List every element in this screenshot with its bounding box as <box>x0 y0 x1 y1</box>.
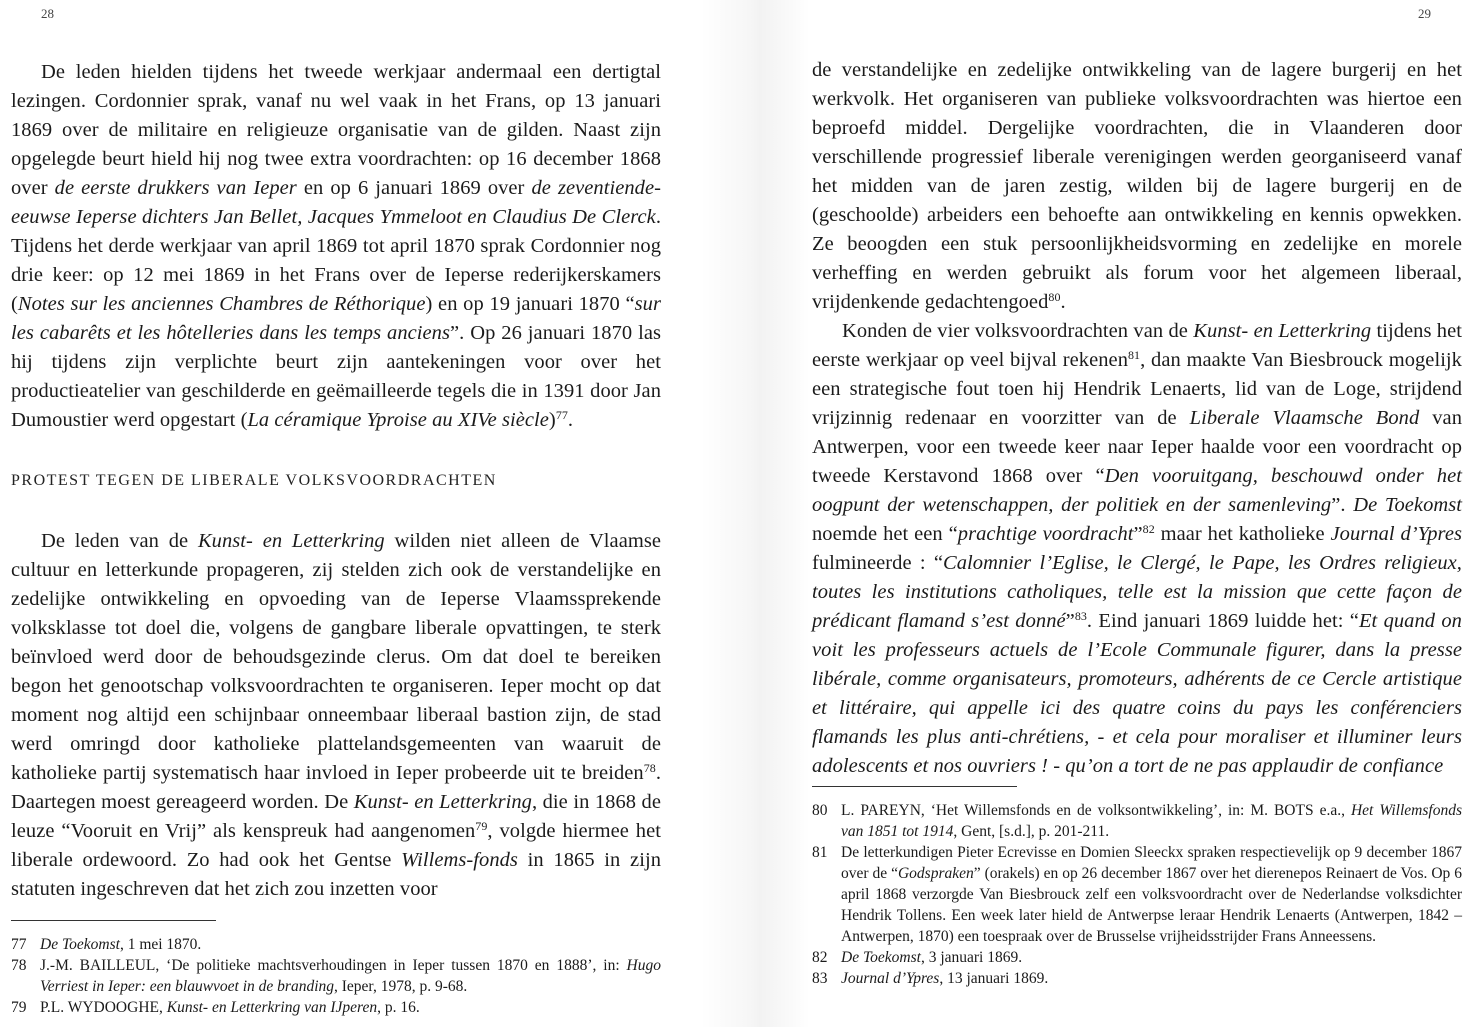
footnote <box>812 947 1462 968</box>
footnote-text: J.-M. BAILLEUL, ‘De politieke machtsverhoudingen in Ieper tussen 1870 en 1888’, in: Hugo Verriest in Ieper: een blauwvoet in de branding, Ieper, 1978, p. 9-68. <box>40 957 661 995</box>
footnote-text: De letterkundigen Pieter Ecrevisse en Domien Sleeckx spraken respectievelijk op 9 december 1867 over de “Godspraken” (orakels) en op 26 december 1867 over het dierenepos Reinaert de Vos. Op 6 april 1868 verzorgde Van Biesbrouck zelf een volksvoordracht over de Nederlandse volksdichter Hendrik Tollens. Een week later hield de Antwerpse leraar Hendrik Lenaerts (Antwerpen, 1842 – Antwerpen, 1870) een toespraak over de Brusselse vrijheidsstrijder Frans Anneessens. <box>841 844 1462 945</box>
paragraph-text: de verstandelijke en zedelijke ontwikkeling van de lagere burgerij en het werkvolk. Het organiseren van publieke volksvoordrachten was hiertoe een beproefd middel. Dergelijke voordrachten, die in Vlaanderen door verschillende progressief liberale verenigingen werden georganiseerd vanaf het midden van de jaren zestig, wilden bij de lagere burgerij en de (geschoolde) arbeiders een behoefte aan ontwikkeling en kennis opwekken. Ze beoogden een stuk persoonlijkheidsvorming en zedelijke en morele verheffing en werden gebruikt als forum voor het algemeen liberaal, vrijdenkende gedachtengoed$^{80}$. <box>812 59 1462 313</box>
footnote-text: L. PAREYN, ‘Het Willemsfonds en de volksontwikkeling’, in: M. BOTS e.a., Het Willemsfonds van 1851 tot 1914, Gent, [s.d.], p. 201-211. <box>841 802 1462 840</box>
footnote-number: 81 <box>812 844 828 861</box>
paragraph-text: De leden hielden tijdens het tweede werkjaar andermaal een dertigtal lezingen. Cordonnier sprak, vanaf nu wel vaak in het Frans, op 13 januari 1869 over de militaire en religieuze organisatie van de gilden. Naast zijn opgelegde beurt hield hij nog twee extra voordrachten: op 16 december 1868 over de eerste drukkers van Ieper en op 6 januari 1869 over de zeventiende-eeuwse Ieperse dichters Jan Bellet, Jacques Ymmeloot en Claudius De Clerck. Tijdens het derde werkjaar van april 1869 tot april 1870 sprak Cordonnier nog drie keer: op 12 mei 1869 in het Frans over de Ieperse rederijkerskamers (Notes sur les anciennes Chambres de Réthorique) en op 19 januari 1870 “sur les cabarêts et les hôtelleries dans les temps anciens”. Op 26 januari 1870 las hij tijdens zijn verplichte beurt zijn aantekeningen voor over het productieatelier van geschilderde en geëmailleerde tegels die in 1391 door Jan Dumoustier werd opgestart (La céramique Yproise au XIVe siècle)$^{77}$. <box>11 61 662 431</box>
paragraph <box>812 317 1462 781</box>
footnote-text: Journal d’Ypres, 13 januari 1869. <box>841 970 1049 987</box>
page-number: 28 <box>41 6 54 21</box>
footnote-text: De Toekomst, 1 mei 1870. <box>40 936 202 953</box>
paragraph-text: Konden de vier volksvoordrachten van de Kunst- en Letterkring tijdens het eerste werkjaar op veel bijval rekenen$^{81}$, dan maakte Van Biesbrouck mogelijk een strategische fout toen hij Hendrik Lenaerts, lid van de Loge, strijdend vrijzinnig redenaar en voorzitter van de Liberale Vlaamsche Bond van Antwerpen, voor een tweede keer naar Ieper haalde voor een voordracht op tweede Kerstavond 1868 over “Den vooruitgang, beschouwd onder het oogpunt der wetenschappen, der politiek en der samenleving”. De Toekomst noemde het een “prachtige voordracht”$^{82}$ maar het katholieke Journal d’Ypres fulmineerde : “Calomnier l’Eglise, le Clergé, le Pape, les Ordres religieux, toutes les institutions catholiques, telle est la mission que cette façon de prédicant flamand s’est donné”$^{83}$. Eind januari 1869 luidde het: “Et quand on voit les professeurs actuels de l’Ecole Communale figurer, dans la presse libérale, comme organisateurs, promoteurs, adhérents de ce Cercle artistique et littéraire, qui appelle ici des quatre coins du pays les conférenciers flamands les plus anti-chrétiens, - et cela pour moraliser et illuminer leurs adolescents et nos ouvriers ! - qu’on a tort de ne pas applaudir de confiance <box>812 320 1463 777</box>
footnote-text: De Toekomst, 3 januari 1869. <box>841 949 1023 966</box>
footnote <box>11 934 661 955</box>
footnote <box>812 800 1462 842</box>
footnote-text: P.L. WYDOOGHE, Kunst- en Letterkring van IJperen, p. 16. <box>40 999 420 1016</box>
footnotes <box>812 800 1462 989</box>
footnote-number: 79 <box>11 999 27 1016</box>
right-page <box>737 0 1475 1027</box>
paragraph <box>11 527 661 904</box>
footnote-number: 83 <box>812 970 828 987</box>
footnote <box>812 968 1462 989</box>
section-heading: PROTEST TEGEN DE LIBERALE VOLKSVOORDRACHTEN <box>11 472 497 489</box>
footnote <box>812 842 1462 947</box>
footnote <box>11 955 661 997</box>
paragraph <box>11 58 661 435</box>
paragraph <box>812 56 1462 317</box>
footnote-divider <box>11 920 216 921</box>
footnotes <box>11 934 661 1018</box>
footnote-number: 77 <box>11 936 27 953</box>
footnote-number: 78 <box>11 957 27 974</box>
paragraph-text: De leden van de Kunst- en Letterkring wilden niet alleen de Vlaamse cultuur en letterkunde propageren, zij stelden zich ook de verstandelijke en zedelijke ontwikkeling en opvoeding van de Ieperse Vlaamssprekende volksklasse tot doel die, volgens de gangbare liberale opvattingen, te sterk beïnvloed werd door de behoudsgezinde clerus. Om dat doel te bereiken begon het genootschap volksvoordrachten te organiseren. Ieper mocht op dat moment nog altijd een schijnbaar onneembaar liberaal bastion zijn, de stad werd omringd door katholieke plattelandsgemeenten van waaruit de katholieke partij systematisch haar invloed in Ieper probeerde uit te breiden$^{78}$. Daartegen moest gereageerd worden. De Kunst- en Letterkring, die in 1868 de leuze “Vooruit en Vrij” als kenspreuk had aangenomen$^{79}$, volgde hiermee het liberale ordewoord. Zo had ook het Gentse Willems-fonds in 1865 in zijn statuten ingeschreven dat het zich zou inzetten voor <box>11 530 662 900</box>
page-number: 29 <box>1418 6 1431 21</box>
footnote-number: 82 <box>812 949 828 966</box>
footnote <box>11 997 661 1018</box>
footnote-divider <box>812 786 1017 787</box>
left-page <box>0 0 737 1027</box>
footnote-number: 80 <box>812 802 828 819</box>
